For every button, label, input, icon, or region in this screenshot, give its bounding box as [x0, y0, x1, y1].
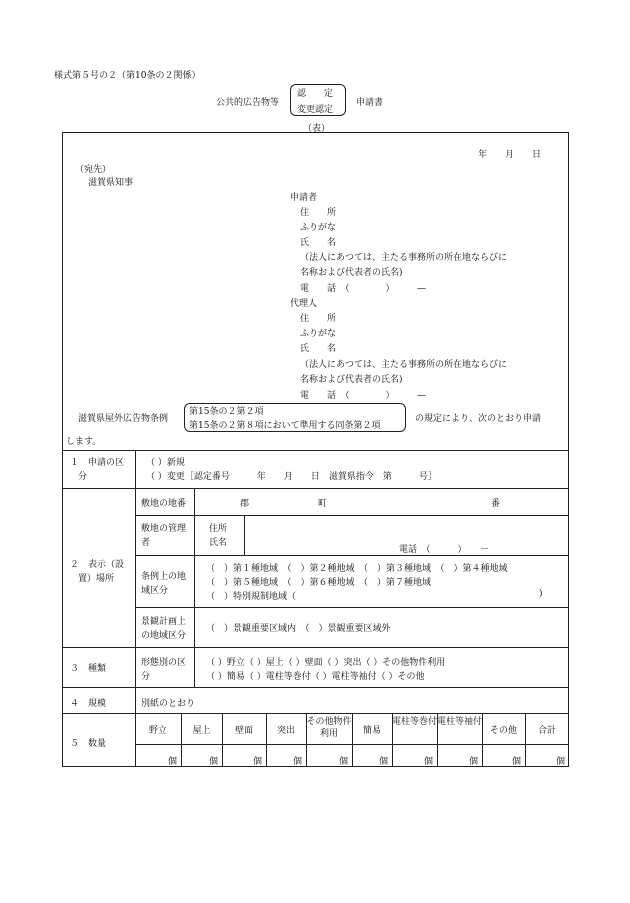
qty-header-rooftop: 屋上 — [192, 726, 211, 736]
manager-label-b: 者 — [141, 538, 151, 548]
title-option-approval: 認 定 — [297, 89, 334, 99]
agent-note1: （法人にあつては、主たる事務所の所在地ならびに — [300, 360, 508, 370]
qty-unit: 個 — [512, 757, 522, 767]
qty-header-pole-side: 電柱等袖付 — [437, 717, 483, 727]
lot-number-label: 敷地の地番 — [141, 499, 187, 509]
clause-option-2: 第15条の２第８項において準用する同条第２項 — [189, 421, 381, 431]
qty-unit: 個 — [253, 757, 263, 767]
agent-label: 代理人 — [290, 299, 318, 309]
type-options-1: （ ）野立（ ）屋上（ ）壁面（ ）突出（ ）その他物件利用 — [206, 658, 446, 668]
form-title-left: 公共的広告物等 — [216, 98, 280, 108]
qty-unit: 個 — [469, 757, 479, 767]
agent-furigana-label: ふりがな — [300, 329, 337, 339]
qty-unit: 個 — [209, 757, 219, 767]
qty-header-pole-wrap: 電柱等巻付 — [392, 717, 438, 727]
qty-unit: 個 — [424, 757, 434, 767]
zone-options-3: （ ）特別規制地域（ — [206, 592, 297, 602]
zone-label-b: 域区分 — [141, 586, 169, 596]
section1-label-b: 分 — [78, 472, 88, 482]
form-title-right: 申請書 — [356, 98, 384, 108]
option-change: （ ）変更［認定番号 年 月 日 滋賀県指令 第 号］ — [146, 472, 437, 482]
statement-end: します。 — [66, 437, 102, 447]
qty-unit: 個 — [379, 757, 389, 767]
landscape-label-b: の地域区分 — [141, 631, 187, 641]
zone-options-2: （ ）第５種地域 （ ）第６種地域 （ ）第７種地域 — [206, 578, 432, 588]
agent-note2: 名称および代表者の氏名) — [300, 375, 403, 385]
zone-close: ) — [539, 589, 543, 599]
zone-options-1: （ ）第１種地域 （ ）第２種地域 （ ）第３種地域 （ ）第４種地域 — [206, 564, 508, 574]
applicant-note1: （法人にあつては、主たる事務所の所在地ならびに — [300, 253, 508, 263]
applicant-note2: 名称および代表者の氏名) — [300, 268, 403, 278]
manager-name-label: 氏名 — [209, 538, 228, 548]
statement: の規定により、次のとおり申請 — [415, 414, 542, 424]
option-new: （ ）新規 — [146, 458, 185, 468]
lot-ban: 番 — [491, 499, 501, 509]
scale-value: 別紙のとおり — [141, 699, 196, 709]
section2-label-a: ２ 表示（設 — [70, 560, 125, 570]
lot-machi: 町 — [318, 499, 328, 509]
qty-header-nodate: 野立 — [148, 726, 167, 736]
section5-label: ５ 数量 — [70, 739, 107, 749]
applicant-furigana-label: ふりがな — [300, 223, 337, 233]
section4-label: ４ 規模 — [70, 699, 107, 709]
qty-unit: 個 — [168, 757, 178, 767]
qty-header-wall: 壁面 — [234, 726, 253, 736]
section3-label: ３ 種類 — [70, 664, 107, 674]
qty-unit: 個 — [556, 757, 566, 767]
side-indicator: （表） — [303, 124, 331, 134]
addressee-label: （宛先） — [75, 165, 112, 175]
qty-header-simple: 簡易 — [362, 726, 381, 736]
form-number: 様式第５号の２（第10条の２関係） — [54, 71, 201, 81]
form-type-label-b: 分 — [141, 672, 151, 682]
qty-header-projecting: 突出 — [276, 726, 295, 736]
agent-name-label: 氏 名 — [300, 344, 337, 354]
qty-unit: 個 — [293, 757, 303, 767]
qty-header-total: 合計 — [537, 726, 556, 736]
manager-label-a: 敷地の管理 — [141, 524, 187, 534]
title-option-change: 変更認定 — [297, 105, 334, 115]
agent-phone: 電 話 （ ） — — [300, 391, 427, 401]
applicant-address-label: 住 所 — [300, 208, 337, 218]
zone-label-a: 条例上の地 — [141, 572, 187, 582]
applicant-label: 申請者 — [290, 193, 318, 203]
agent-address-label: 住 所 — [300, 314, 337, 324]
lot-gun: 郡 — [240, 499, 250, 509]
form-type-label-a: 形態別の区 — [141, 658, 187, 668]
section1-label-a: １ 申請の区 — [70, 458, 125, 468]
section2-label-b: 置）場所 — [78, 574, 115, 584]
ordinance-name: 滋賀県屋外広告物条例 — [78, 414, 169, 424]
qty-unit: 個 — [339, 757, 349, 767]
manager-address-label: 住所 — [209, 524, 228, 534]
type-options-2: （ ）簡易（ ）電柱等巻付（ ）電柱等袖付（ ）その他 — [206, 672, 425, 682]
qty-header-other: その他 — [489, 726, 517, 736]
landscape-label-a: 景観計画上 — [141, 617, 187, 627]
applicant-name-label: 氏 名 — [300, 238, 337, 248]
clause-option-1: 第15条の２第２項 — [189, 407, 264, 417]
applicant-phone: 電 話 （ ） — — [300, 284, 427, 294]
landscape-options: （ ）景観重要区域内 （ ）景観重要区域外 — [206, 624, 391, 634]
qty-header-other-object: その他物件利用 — [306, 717, 352, 739]
manager-phone: 電話 （ ） － — [399, 545, 490, 555]
date-field: 年 月 日 — [478, 150, 542, 160]
addressee: 滋賀県知事 — [88, 178, 134, 188]
